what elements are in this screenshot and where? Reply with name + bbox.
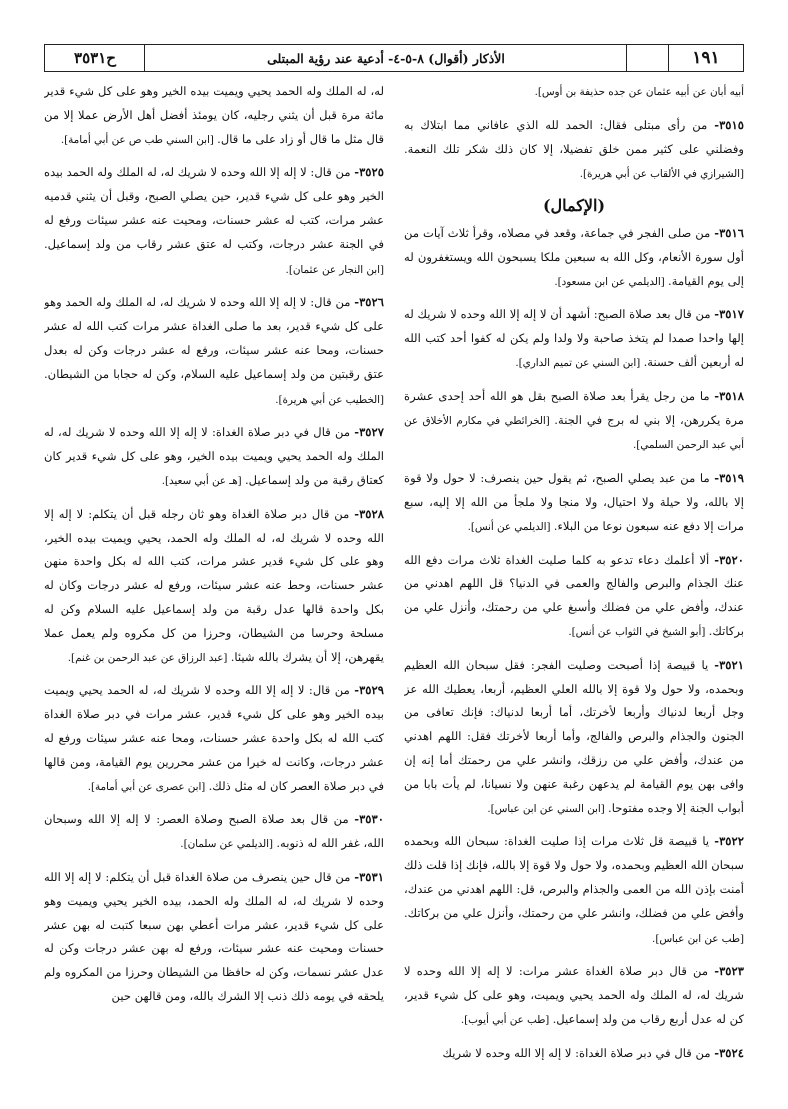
hadith-text: من قال دبر صلاة الغداة عشر مرات: لا إله إلا الله وحده لا شريك له، له الملك وله الحمد يحيي ويميت، وهو على كل شيء قدير، كن له عدل أربع رقاب من ولد إسماعيل. <box>404 964 744 1026</box>
citation: [ابن السني عن ابن عباس]. <box>487 802 609 815</box>
hadith-text: له، له الملك وله الحمد يحيي ويميت بيده الخير وهو على كل شيء قدير مائة مرة قبل أن يثني رجليه، كان يومئذ أفضل أهل الأرض عملا إلا من قال مثل ما قال أو زاد على ما قال. <box>44 84 384 146</box>
hadith-3528 <box>44 503 384 671</box>
hadith-3530 <box>44 808 384 857</box>
hadith-text: من قال: لا إله إلا الله وحده لا شريك له، له الحمد يحيي ويميت بيده الخير وهو على كل شيء قدير، عشر مرات في دبر صلاة الغداة كتب الله له بكل واحدة عشر حسنات، ومحا عنه عشر سيئات ورفع له عشر درجات، وكانت له خيرا من عشر محررين يوم القيامة، ومن قالها في دبر صلاة العصر كان له مثل ذلك. <box>44 683 384 793</box>
continuation-text <box>44 80 384 152</box>
hadith-number: ٣٥٢٠- <box>714 552 744 567</box>
hadith-number: ٣٥٢٦- <box>354 295 384 310</box>
hadith-text: من قال بعد صلاة الصبح: أشهد أن لا إله إلا الله وحده لا شريك له إلها واحدا صمدا لم يتخذ صاحبة ولا ولدا ولم يكن له كفوا أحد كتب الله له أربعين ألف حسنة. <box>404 307 744 369</box>
hadith-range: ح٣٥٣١ <box>74 49 116 67</box>
hadith-3526 <box>44 291 384 412</box>
hadith-number: ٣٥٢١- <box>714 657 744 672</box>
hadith-number: ٣٥٢٨- <box>354 506 384 521</box>
citation: [ابن عصرى عن أبي أمامة]. <box>87 780 209 793</box>
hadith-number: ٣٥٣١- <box>354 869 384 884</box>
citation: [طب عن ابن عباس]. <box>652 932 744 945</box>
citation: [الخرائطي في مكارم الأخلاق عن أبي عبد الرحمن السلمي]. <box>404 414 744 452</box>
citation: [طب عن أبي أيوب]. <box>460 1013 553 1026</box>
hadith-number: ٣٥١٧- <box>714 307 744 322</box>
citation: [ابن النجار عن عثمان]. <box>285 263 384 276</box>
hadith-number: ٣٥٢٩- <box>354 683 384 698</box>
left-column <box>44 80 384 1095</box>
hadith-number: ٣٥٢٣- <box>714 964 744 979</box>
hadith-number: ٣٥٢٤- <box>714 1045 744 1060</box>
hadith-3531 <box>44 866 384 1009</box>
hadith-text: ألا أعلمك دعاء تدعو به كلما صليت الغداة ثلاث مرات دفع الله عنك الجذام والبرص والفالج والعمى في الدنيا؟ قل اللهم اهدني من عندك، وأفض علي من فضلك وأسبغ علي من رحمتك، وأنزل علي من بركاتك. <box>404 552 744 638</box>
hadith-3529 <box>44 679 384 799</box>
hadith-text: من قال في دبر صلاة الغداة: لا إله إلا الله وحده لا شريك <box>442 1045 715 1060</box>
hadith-text: من صلى الفجر في جماعة، وقعد في مصلاه، وقرأ ثلاث آيات من أول سورة الأنعام، وكل الله به سبعين ملكا يسبحون الله ويستغفرون له إلى يوم القيامة. <box>404 225 744 288</box>
hadith-number: ٣٥١٩- <box>714 471 744 486</box>
page-number: ١٩١ <box>668 45 743 71</box>
hadith-text: من رأى مبتلى فقال: الحمد لله الذي عافاني مما ابتلاك به وفضلني على كثير ممن خلق تفضيلا، إلا كان ذلك شكر تلك النعمة. <box>404 117 744 156</box>
continuation-text <box>404 80 744 105</box>
hadith-3517 <box>404 303 744 375</box>
hadith-number: ٣٥١٥- <box>714 117 744 132</box>
hadith-3524 <box>404 1042 744 1066</box>
hadith-3519 <box>404 467 744 539</box>
hadith-text: من قال دبر صلاة الغداة وهو ثان رجله قبل أن يتكلم: لا إله إلا الله وحده لا شريك له، له الملك وله الحمد، يحيي ويميت بيده الخير، وهو على كل شيء قدير عشر مرات، كتب الله له بكل واحدة منهن عشر حسنات، وحط عنه عشر سيئات، ورفع له عشر درجات وكان له بكل واحدة قالها عدل رقبة من ولد إسماعيل عليه السلام وكن له مسلحة وحرسا من الشيطان، وحرزا من كل مكروه ولم يعمل عملا يقهرهن، إلا أن يشرك بالله شيئا. <box>44 506 384 664</box>
hadith-3527 <box>44 421 384 493</box>
citation: [الديلمي عن سلمان]. <box>180 838 277 851</box>
hadith-3515 <box>404 114 744 187</box>
hadith-number: ٣٥١٨- <box>714 388 744 403</box>
citation: [عبد الرزاق عن عبد الرحمن بن غنم]. <box>67 651 231 664</box>
right-column <box>404 80 744 1095</box>
hadith-text: يا قبيصة إذا أصبحت وصليت الفجر: فقل سبحان الله العظيم وبحمده، ولا حول ولا قوة إلا بالله العلي العظيم، أربعا، يعطيك الله عز وجل أربعا لدنياك وأربعا لأخرتك، أما أربعا لدنياك: فإنك تعافى من الجنون والجذام والبرص والفالج، وأما أربعا لأخرتك فقل: اللهم اهدني من عندك، وأفض علي من رزقك، وانشر علي من رحمتك أما إنه إن وافى بهن يوم القيامة لم يدعهن رغبة عنهن ولا نسيانا، لم يأت بابا من أبواب الجنة إلا وجده مفتوحا. <box>404 657 744 815</box>
hadith-3521 <box>404 654 744 822</box>
citation: [الشيرازي في الألقاب عن أبي هريرة]. <box>579 168 744 181</box>
hadith-3516 <box>404 222 744 294</box>
hadith-3520 <box>404 549 744 645</box>
hadith-text: من قال بعد صلاة الصبح وصلاة العصر: لا إله إلا الله وسبحان الله، غفر الله له ذنوبه. <box>44 812 384 851</box>
hadith-number: ٣٥١٦- <box>714 225 744 240</box>
hadith-3525 <box>44 161 384 282</box>
hadith-text: من قال: لا إله إلا الله وحده لا شريك له، له الملك وله الحمد وهو على كل شيء قدير، بعد ما صلى الغداة عشر مرات كتب الله له عشر حسنات، ومحا عنه عشر سيئات، ورفع له عشر درجات وكن له بعدل عتق رقبتين من ولد إسماعيل عليه السلام، وكن له حجابا من الشيطان. <box>44 295 384 381</box>
page-header <box>44 44 744 72</box>
section-heading: (الإكمال) <box>542 196 606 216</box>
citation: أبيه أبان عن أبيه عثمان عن جده حذيفة بن أوس]. <box>534 86 744 98</box>
citation: [ابن السني عن تميم الداري]. <box>515 356 644 369</box>
hadith-number: ٣٥٣٠- <box>354 812 384 827</box>
running-title: الأذكار (أقوال) ٨-٥-٤- أدعية عند رؤية المبتلى <box>144 45 627 71</box>
hadith-number: ٣٥٢٢- <box>714 834 744 849</box>
hadith-text: من قال حين ينصرف من صلاة الغداة قبل أن يتكلم: لا إله إلا الله وحده لا شريك له، له الملك وله الحمد، بيده الخير يحيي ويميت وهو على كل شيء قدير، عشر مرات أعطي بهن سبعا كتبت له بهن عشر حسنات ومحيت عنه عشر سيئات، ورفع له بهن عشر درجات وكن له عدل عشر نسمات، وكن له حافظا من الشيطان وحرزا من المكروه ولم يلحقه في يومه ذلك ذنب إلا الشرك بالله، ومن قالهن حين <box>44 869 384 1003</box>
hadith-3523 <box>404 960 744 1032</box>
hadith-3518 <box>404 385 744 458</box>
hadith-text: من قال: لا إله إلا الله وحده لا شريك له، له الملك وله الحمد بيده الخير وهو على كل شيء قدير، حين يصلي الصبح، وقبل أن يثني قدميه عشر مرات، كتب له عشر حسنات، ومحيت عنه عشر سيئات ورفع له في الجنة عشر درجات، وكتب له عتق عشر رقاب من ولد إسماعيل. <box>44 165 384 251</box>
hadith-number: ٣٥٢٧- <box>354 425 384 440</box>
citation: [الديلمي عن ابن مسعود]. <box>554 275 669 288</box>
hadith-text: من قال في دبر صلاة الغداة: لا إله إلا الله وحده لا شريك له، له الملك وله الحمد يحيي ويميت بيده الخير، وهو على كل شيء قدير كان كعتاق رقبة من ولد إسماعيل. <box>44 425 384 487</box>
header-spacer <box>626 45 669 71</box>
hadith-text: يا قبيصة قل ثلاث مرات إذا صليت الغداة: سبحان الله وبحمده سبحان الله العظيم وبحمده، ولا حول ولا قوة إلا بالله، فإنك إذا قلت ذلك أمنت بإذن الله من العمى والجذام والبرص، قل: اللهم اهدني من عندك، وأفض علي من فضلك، وانشر علي من رحمتك، وأنزل علي من بركاتك. <box>404 834 744 920</box>
hadith-text: ما من رجل يقرأ بعد صلاة الصبح بقل هو الله أحد إحدى عشرة مرة يكررهن، إلا بني له برج في الجنة. <box>404 388 744 427</box>
hadith-3522 <box>404 830 744 951</box>
hadith-text: ما من عبد يصلي الصبح، ثم يقول حين ينصرف: لا حول ولا قوة إلا بالله، ولا حيلة ولا احتيال، ولا منجا ولا ملجأ من الله إلا إليه، سبع مرات إلا دفع عنه سبعون نوعا من البلاء. <box>404 471 744 533</box>
citation: [هـ عن أبي سعيد]. <box>161 474 245 487</box>
hadith-number: ٣٥٢٥- <box>354 165 384 180</box>
citation: [ابن السني طب ص عن أبي أمامة]. <box>60 133 218 146</box>
citation: [الديلمي عن أنس]. <box>467 520 554 533</box>
citation: [أبو الشيخ في الثواب عن أنس]. <box>568 625 709 638</box>
citation: [الخطيب عن أبي هريرة]. <box>275 393 384 406</box>
